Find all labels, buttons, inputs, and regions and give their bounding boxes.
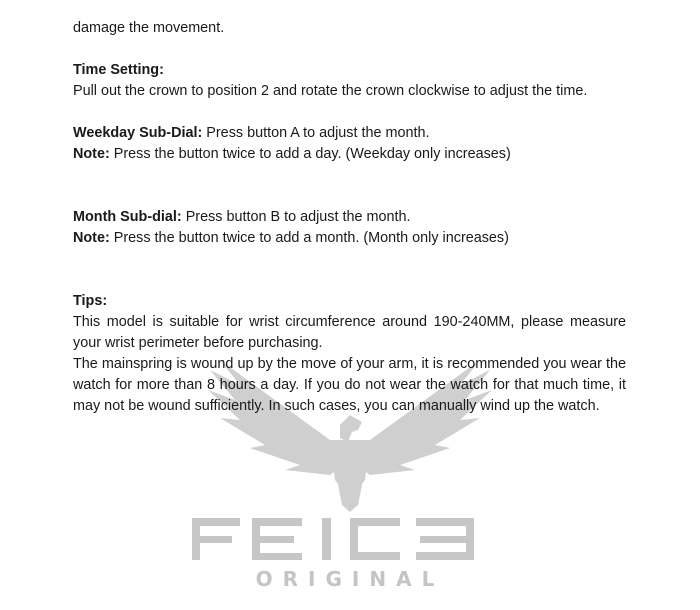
time-setting-text: Pull out the crown to position 2 and rotate the crown clockwise to adjust the time.	[73, 83, 588, 99]
weekday-note	[73, 144, 626, 165]
watermark-subtitle: ORIGINAL	[255, 567, 445, 591]
brand-wordmark	[192, 518, 474, 560]
weekday-label: Weekday Sub-Dial:	[73, 125, 203, 141]
month-label: Month Sub-dial:	[73, 209, 182, 225]
tips-paragraph-2: The mainspring is wound up by the move of your arm, it is recommended you wear the watch for more than 8 hours a day. If you do not wear the watch for that much time, it may not be wound sufficiently. In such cases, you can manually wind up the watch.	[73, 356, 626, 414]
tips-heading: Tips:	[73, 293, 108, 309]
continuation-line: damage the movement.	[73, 20, 225, 36]
month-instruction	[73, 207, 626, 228]
tips-paragraph-1: This model is suitable for wrist circumference around 190-240MM, please measure your wrist perimeter before purchasing.	[73, 314, 626, 351]
document-body	[73, 18, 626, 417]
time-setting-heading: Time Setting:	[73, 62, 164, 78]
weekday-note-label: Note:	[73, 146, 110, 162]
month-note	[73, 228, 626, 249]
month-text: Press button B to adjust the month.	[181, 209, 411, 225]
month-note-label: Note:	[73, 230, 110, 246]
weekday-instruction	[73, 123, 626, 144]
month-note-text: Press the button twice to add a month. (Month only increases)	[109, 230, 509, 246]
weekday-text: Press button A to adjust the month.	[202, 125, 430, 141]
weekday-note-text: Press the button twice to add a day. (Weekday only increases)	[109, 146, 511, 162]
